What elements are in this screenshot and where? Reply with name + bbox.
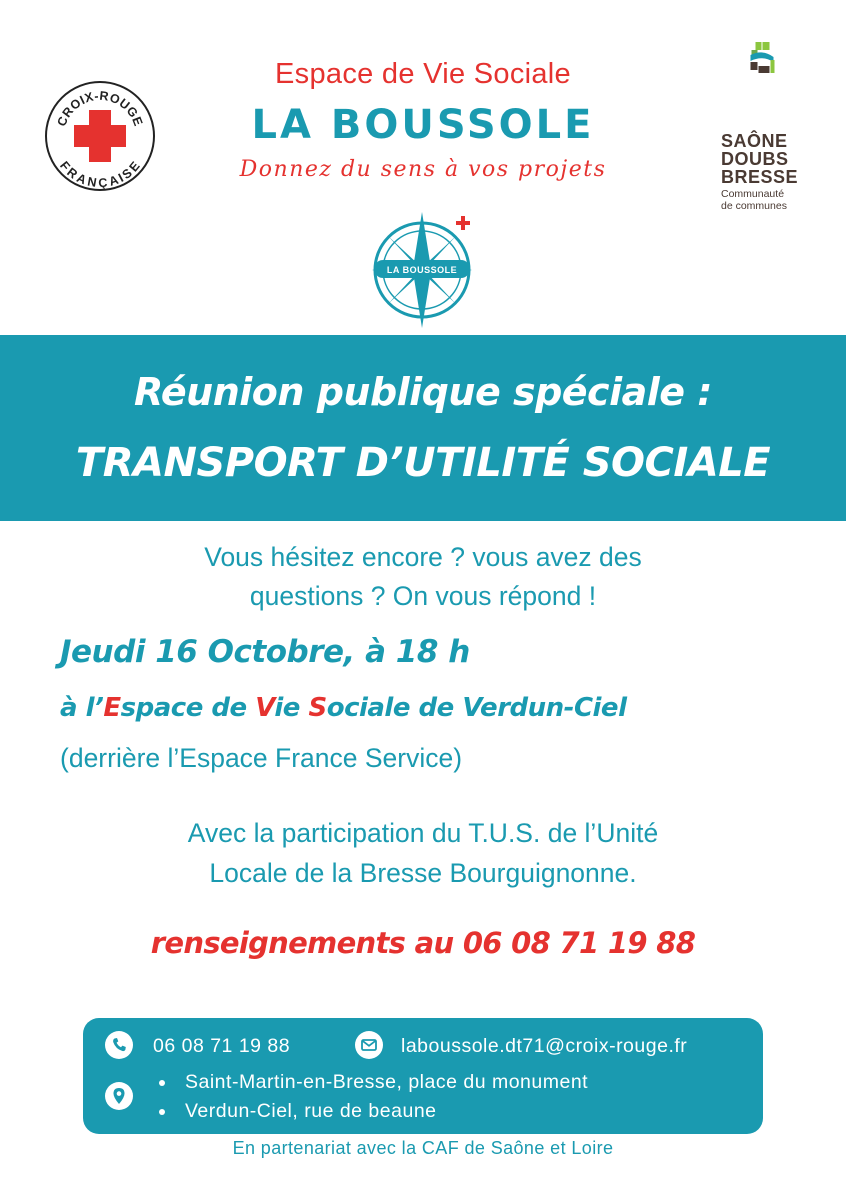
- partner-text: En partenariat avec la CAF de Saône et Loire: [232, 1138, 614, 1158]
- saone-doubs-bresse-text: [721, 132, 831, 212]
- intro-text: [0, 538, 846, 616]
- info-phone-line: renseignements au 06 08 71 19 88: [150, 926, 696, 960]
- place-initial-v: V: [255, 693, 275, 723]
- phone-icon: [105, 1031, 133, 1059]
- header-tagline: Donnez du sens à vos projets: [239, 157, 607, 182]
- sdb-line1: SAÔNE: [721, 131, 788, 151]
- participation-line2: Locale de la Bresse Bourguignonne.: [209, 858, 637, 888]
- contact-address-2: Verdun-Ciel, rue de beaune: [185, 1100, 437, 1122]
- contact-email[interactable]: laboussole.dt71@croix-rouge.fr: [401, 1035, 688, 1057]
- title-banner: [0, 335, 846, 521]
- contact-address-1: Saint-Martin-en-Bresse, place du monument: [185, 1071, 589, 1093]
- banner-title-line1: Réunion publique spéciale :: [134, 370, 712, 414]
- participation-line1: Avec la participation du T.U.S. de l’Unité: [187, 818, 659, 848]
- address-bullet: [159, 1109, 165, 1115]
- sdb-small1: Communauté: [721, 188, 785, 200]
- header-title: LA BOUSSOLE: [251, 102, 595, 148]
- contact-phone[interactable]: 06 08 71 19 88: [153, 1035, 291, 1057]
- croix-rouge-bottom-text: FRANÇAISE: [57, 158, 143, 191]
- place-part: à l’: [60, 693, 104, 723]
- intro-line2: questions ? On vous répond !: [249, 581, 597, 611]
- location-pin-icon: [105, 1082, 133, 1110]
- sdb-small2: de communes: [721, 200, 787, 212]
- sdb-line3: BRESSE: [721, 167, 799, 187]
- mail-icon: [355, 1031, 383, 1059]
- place-part: ociale de Verdun-Ciel: [326, 693, 627, 723]
- intro-line1: Vous hésitez encore ? vous avez des: [204, 542, 642, 572]
- event-place: [60, 693, 626, 723]
- place-part: ie: [274, 693, 309, 723]
- event-place-note: (derrière l’Espace France Service): [60, 743, 463, 773]
- croix-rouge-top-text: CROIX-ROUGE: [54, 88, 146, 129]
- place-part: space de: [120, 693, 256, 723]
- croix-rouge-logo: [44, 80, 156, 192]
- compass-label: LA BOUSSOLE: [386, 265, 458, 275]
- place-initial-s: S: [308, 693, 327, 723]
- event-date: Jeudi 16 Octobre, à 18 h: [60, 634, 470, 670]
- sdb-line2: DOUBS: [721, 149, 789, 169]
- participation-text: [0, 813, 846, 893]
- header-subtitle: Espace de Vie Sociale: [275, 58, 571, 90]
- contact-box: [83, 1018, 763, 1134]
- compass-logo: [360, 208, 490, 328]
- banner-title-line2: TRANSPORT D’UTILITÉ SOCIALE: [75, 440, 771, 486]
- address-bullet: [159, 1080, 165, 1086]
- place-initial-e: E: [103, 693, 121, 723]
- saone-doubs-bresse-logo: [718, 40, 808, 130]
